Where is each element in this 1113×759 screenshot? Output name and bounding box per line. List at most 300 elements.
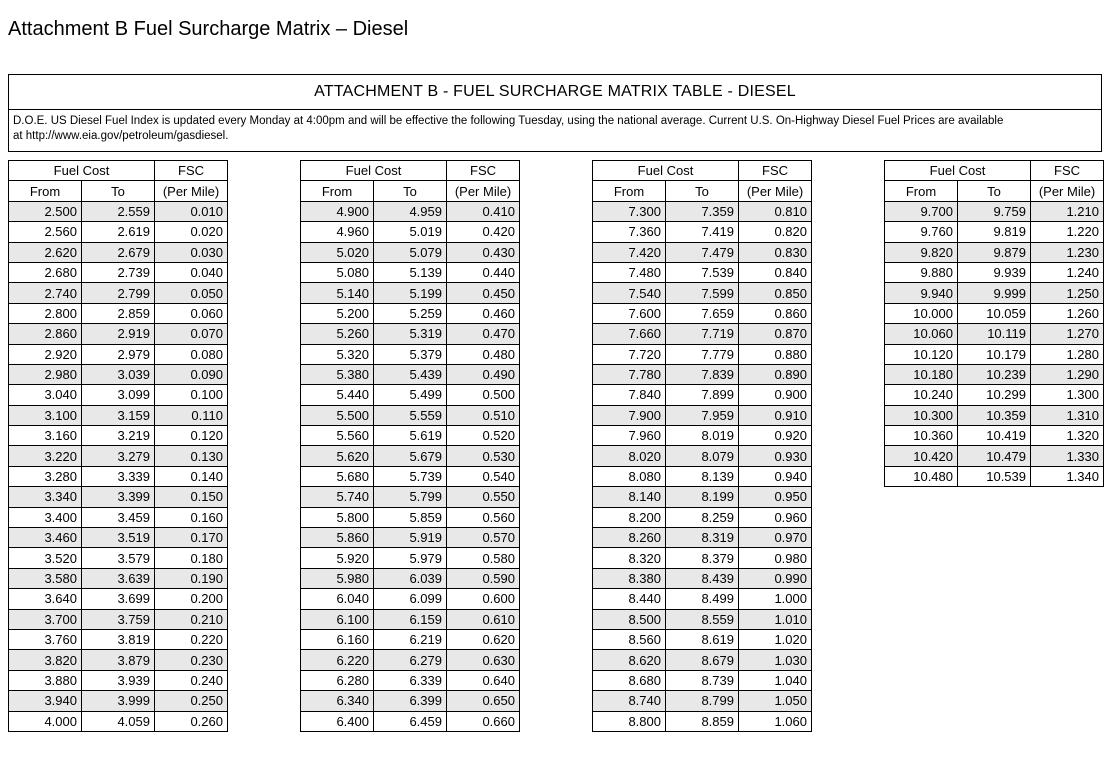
table-row xyxy=(593,364,812,384)
from-cell: 8.380 xyxy=(593,568,666,588)
from-cell: 8.320 xyxy=(593,548,666,568)
fsc-cell: 0.100 xyxy=(155,385,228,405)
to-cell: 8.619 xyxy=(666,629,739,649)
to-cell: 8.859 xyxy=(666,711,739,731)
fsc-cell: 1.250 xyxy=(1031,283,1104,303)
table-row xyxy=(885,324,1104,344)
from-cell: 9.820 xyxy=(885,242,958,262)
to-cell: 7.359 xyxy=(666,201,739,221)
to-header: To xyxy=(374,181,447,201)
fsc-cell: 0.990 xyxy=(739,568,812,588)
table-row xyxy=(9,609,228,629)
table-row xyxy=(301,670,520,690)
to-cell: 9.999 xyxy=(958,283,1031,303)
to-cell: 2.559 xyxy=(82,201,155,221)
table-row xyxy=(593,528,812,548)
from-cell: 8.800 xyxy=(593,711,666,731)
table-row xyxy=(301,385,520,405)
table-row xyxy=(9,589,228,609)
per-mile-header: (Per Mile) xyxy=(447,181,520,201)
to-cell: 6.399 xyxy=(374,691,447,711)
table-row xyxy=(885,283,1104,303)
fsc-table-2 xyxy=(300,160,520,732)
table-row xyxy=(301,364,520,384)
from-cell: 7.720 xyxy=(593,344,666,364)
table-row xyxy=(301,242,520,262)
from-cell: 7.960 xyxy=(593,426,666,446)
from-header: From xyxy=(301,181,374,201)
table-row xyxy=(885,262,1104,282)
to-cell: 8.799 xyxy=(666,691,739,711)
table-row xyxy=(593,466,812,486)
from-cell: 2.500 xyxy=(9,201,82,221)
fsc-cell: 1.280 xyxy=(1031,344,1104,364)
fsc-cell: 0.170 xyxy=(155,528,228,548)
page-title: Attachment B Fuel Surcharge Matrix – Diesel xyxy=(8,18,409,40)
to-cell: 9.819 xyxy=(958,222,1031,242)
subheader-row xyxy=(9,181,228,201)
from-cell: 3.640 xyxy=(9,589,82,609)
to-cell: 3.159 xyxy=(82,405,155,425)
table-row xyxy=(593,650,812,670)
fsc-cell: 1.240 xyxy=(1031,262,1104,282)
fsc-cell: 0.230 xyxy=(155,650,228,670)
fsc-cell: 0.830 xyxy=(739,242,812,262)
table-row xyxy=(593,446,812,466)
to-cell: 6.159 xyxy=(374,609,447,629)
header-row xyxy=(301,161,520,181)
table-row xyxy=(9,201,228,221)
to-cell: 3.039 xyxy=(82,364,155,384)
from-cell: 7.540 xyxy=(593,283,666,303)
fsc-cell: 0.430 xyxy=(447,242,520,262)
to-cell: 6.459 xyxy=(374,711,447,731)
from-cell: 5.080 xyxy=(301,262,374,282)
table-row xyxy=(9,466,228,486)
per-mile-header: (Per Mile) xyxy=(155,181,228,201)
table-row xyxy=(301,528,520,548)
fsc-cell: 1.060 xyxy=(739,711,812,731)
to-cell: 10.479 xyxy=(958,446,1031,466)
table-row xyxy=(9,364,228,384)
to-cell: 5.619 xyxy=(374,426,447,446)
from-cell: 7.660 xyxy=(593,324,666,344)
fsc-cell: 0.050 xyxy=(155,283,228,303)
per-mile-header: (Per Mile) xyxy=(1031,181,1104,201)
from-cell: 8.560 xyxy=(593,629,666,649)
fsc-cell: 1.230 xyxy=(1031,242,1104,262)
to-cell: 5.199 xyxy=(374,283,447,303)
to-cell: 10.539 xyxy=(958,466,1031,486)
to-cell: 8.739 xyxy=(666,670,739,690)
fsc-cell: 0.630 xyxy=(447,650,520,670)
fsc-cell: 1.050 xyxy=(739,691,812,711)
from-cell: 8.020 xyxy=(593,446,666,466)
fsc-cell: 0.080 xyxy=(155,344,228,364)
fsc-cell: 1.320 xyxy=(1031,426,1104,446)
table-row xyxy=(9,385,228,405)
to-cell: 8.679 xyxy=(666,650,739,670)
table-row xyxy=(301,711,520,731)
from-cell: 2.620 xyxy=(9,242,82,262)
banner-note-line-1: D.O.E. US Diesel Fuel Index is updated every Monday at 4:00pm and will be effective the following Tuesday, using the national average. Current U.S. On-Highway Diesel Fuel Prices are available xyxy=(13,115,1004,127)
table-row xyxy=(301,466,520,486)
fsc-cell: 0.640 xyxy=(447,670,520,690)
from-cell: 9.700 xyxy=(885,201,958,221)
to-cell: 2.859 xyxy=(82,303,155,323)
from-cell: 7.600 xyxy=(593,303,666,323)
fsc-cell: 1.300 xyxy=(1031,385,1104,405)
from-cell: 3.100 xyxy=(9,405,82,425)
to-cell: 3.459 xyxy=(82,507,155,527)
fsc-cell: 0.920 xyxy=(739,426,812,446)
to-cell: 10.299 xyxy=(958,385,1031,405)
table-row xyxy=(301,405,520,425)
fsc-cell: 0.030 xyxy=(155,242,228,262)
fsc-cell: 0.180 xyxy=(155,548,228,568)
table-row xyxy=(9,548,228,568)
table-row xyxy=(301,446,520,466)
from-cell: 5.800 xyxy=(301,507,374,527)
fsc-cell: 0.440 xyxy=(447,262,520,282)
table-row xyxy=(593,691,812,711)
from-cell: 10.060 xyxy=(885,324,958,344)
matrix-banner xyxy=(8,74,1102,152)
to-cell: 8.499 xyxy=(666,589,739,609)
fsc-cell: 1.040 xyxy=(739,670,812,690)
fsc-cell: 1.010 xyxy=(739,609,812,629)
fsc-cell: 0.960 xyxy=(739,507,812,527)
table-row xyxy=(301,609,520,629)
from-cell: 5.440 xyxy=(301,385,374,405)
fsc-cell: 0.130 xyxy=(155,446,228,466)
table-row xyxy=(885,242,1104,262)
to-cell: 3.879 xyxy=(82,650,155,670)
fsc-cell: 0.840 xyxy=(739,262,812,282)
table-row xyxy=(9,691,228,711)
table-row xyxy=(593,711,812,731)
table-row xyxy=(885,201,1104,221)
per-mile-header: (Per Mile) xyxy=(739,181,812,201)
from-cell: 5.260 xyxy=(301,324,374,344)
fsc-cell: 0.510 xyxy=(447,405,520,425)
fsc-cell: 0.650 xyxy=(447,691,520,711)
fsc-header: FSC xyxy=(447,161,520,181)
to-cell: 7.839 xyxy=(666,364,739,384)
subheader-row xyxy=(301,181,520,201)
fsc-cell: 0.210 xyxy=(155,609,228,629)
table-row xyxy=(885,344,1104,364)
fuel-cost-header: Fuel Cost xyxy=(885,161,1031,181)
fsc-cell: 1.290 xyxy=(1031,364,1104,384)
to-cell: 5.799 xyxy=(374,487,447,507)
to-cell: 5.019 xyxy=(374,222,447,242)
to-cell: 6.279 xyxy=(374,650,447,670)
fsc-cell: 0.590 xyxy=(447,568,520,588)
from-header: From xyxy=(9,181,82,201)
fsc-header: FSC xyxy=(1031,161,1104,181)
from-cell: 7.420 xyxy=(593,242,666,262)
to-cell: 7.959 xyxy=(666,405,739,425)
table-row xyxy=(593,405,812,425)
table-row xyxy=(593,222,812,242)
fsc-cell: 1.210 xyxy=(1031,201,1104,221)
fsc-cell: 0.570 xyxy=(447,528,520,548)
table-row xyxy=(301,650,520,670)
table-row xyxy=(9,650,228,670)
fsc-cell: 0.910 xyxy=(739,405,812,425)
fsc-cell: 0.450 xyxy=(447,283,520,303)
from-cell: 9.940 xyxy=(885,283,958,303)
to-cell: 3.579 xyxy=(82,548,155,568)
fsc-cell: 0.820 xyxy=(739,222,812,242)
from-cell: 2.680 xyxy=(9,262,82,282)
from-cell: 7.360 xyxy=(593,222,666,242)
fsc-header: FSC xyxy=(739,161,812,181)
from-cell: 6.160 xyxy=(301,629,374,649)
to-cell: 5.859 xyxy=(374,507,447,527)
table-row xyxy=(9,344,228,364)
from-cell: 6.400 xyxy=(301,711,374,731)
to-cell: 3.339 xyxy=(82,466,155,486)
table-row xyxy=(301,487,520,507)
fsc-cell: 0.940 xyxy=(739,466,812,486)
fsc-cell: 1.260 xyxy=(1031,303,1104,323)
fsc-table-1 xyxy=(8,160,228,732)
to-cell: 3.939 xyxy=(82,670,155,690)
from-cell: 4.960 xyxy=(301,222,374,242)
from-cell: 8.680 xyxy=(593,670,666,690)
from-header: From xyxy=(885,181,958,201)
fsc-header: FSC xyxy=(155,161,228,181)
from-header: From xyxy=(593,181,666,201)
from-cell: 5.140 xyxy=(301,283,374,303)
fsc-cell: 0.120 xyxy=(155,426,228,446)
from-cell: 6.040 xyxy=(301,589,374,609)
from-cell: 7.780 xyxy=(593,364,666,384)
to-cell: 3.639 xyxy=(82,568,155,588)
to-cell: 6.039 xyxy=(374,568,447,588)
to-cell: 4.059 xyxy=(82,711,155,731)
fsc-cell: 0.610 xyxy=(447,609,520,629)
from-cell: 8.740 xyxy=(593,691,666,711)
from-cell: 2.560 xyxy=(9,222,82,242)
from-cell: 5.320 xyxy=(301,344,374,364)
table-row xyxy=(9,446,228,466)
to-cell: 7.599 xyxy=(666,283,739,303)
fsc-cell: 1.020 xyxy=(739,629,812,649)
from-cell: 3.940 xyxy=(9,691,82,711)
to-cell: 5.979 xyxy=(374,548,447,568)
from-cell: 5.020 xyxy=(301,242,374,262)
fsc-cell: 0.060 xyxy=(155,303,228,323)
to-cell: 8.379 xyxy=(666,548,739,568)
from-cell: 8.440 xyxy=(593,589,666,609)
fsc-cell: 0.110 xyxy=(155,405,228,425)
fsc-cell: 0.950 xyxy=(739,487,812,507)
to-cell: 5.439 xyxy=(374,364,447,384)
table-row xyxy=(593,385,812,405)
fsc-cell: 0.870 xyxy=(739,324,812,344)
from-cell: 5.380 xyxy=(301,364,374,384)
table-row xyxy=(593,242,812,262)
from-cell: 2.800 xyxy=(9,303,82,323)
to-cell: 2.799 xyxy=(82,283,155,303)
to-cell: 5.919 xyxy=(374,528,447,548)
to-cell: 10.119 xyxy=(958,324,1031,344)
table-row xyxy=(301,548,520,568)
to-cell: 10.179 xyxy=(958,344,1031,364)
fsc-cell: 0.980 xyxy=(739,548,812,568)
to-cell: 7.419 xyxy=(666,222,739,242)
to-cell: 8.439 xyxy=(666,568,739,588)
table-row xyxy=(9,262,228,282)
from-cell: 2.740 xyxy=(9,283,82,303)
to-cell: 7.779 xyxy=(666,344,739,364)
to-cell: 9.939 xyxy=(958,262,1031,282)
from-cell: 3.520 xyxy=(9,548,82,568)
from-cell: 6.100 xyxy=(301,609,374,629)
from-cell: 3.760 xyxy=(9,629,82,649)
table-row xyxy=(593,344,812,364)
fsc-cell: 0.850 xyxy=(739,283,812,303)
table-row xyxy=(9,629,228,649)
from-cell: 6.280 xyxy=(301,670,374,690)
fsc-cell: 0.260 xyxy=(155,711,228,731)
from-cell: 3.040 xyxy=(9,385,82,405)
from-cell: 5.920 xyxy=(301,548,374,568)
to-cell: 8.139 xyxy=(666,466,739,486)
to-cell: 3.219 xyxy=(82,426,155,446)
to-cell: 3.519 xyxy=(82,528,155,548)
fsc-cell: 0.470 xyxy=(447,324,520,344)
fsc-cell: 0.410 xyxy=(447,201,520,221)
table-row xyxy=(885,446,1104,466)
to-cell: 3.099 xyxy=(82,385,155,405)
from-cell: 10.000 xyxy=(885,303,958,323)
fsc-cell: 0.500 xyxy=(447,385,520,405)
table-row xyxy=(9,242,228,262)
fsc-cell: 0.070 xyxy=(155,324,228,344)
to-cell: 7.899 xyxy=(666,385,739,405)
table-row xyxy=(9,324,228,344)
fuel-cost-header: Fuel Cost xyxy=(593,161,739,181)
from-cell: 3.220 xyxy=(9,446,82,466)
fsc-cell: 0.810 xyxy=(739,201,812,221)
table-row xyxy=(9,670,228,690)
fsc-cell: 1.220 xyxy=(1031,222,1104,242)
from-cell: 5.860 xyxy=(301,528,374,548)
from-cell: 3.820 xyxy=(9,650,82,670)
from-cell: 5.200 xyxy=(301,303,374,323)
from-cell: 2.980 xyxy=(9,364,82,384)
fsc-cell: 0.520 xyxy=(447,426,520,446)
table-row xyxy=(593,262,812,282)
table-row xyxy=(593,589,812,609)
from-cell: 10.240 xyxy=(885,385,958,405)
to-header: To xyxy=(82,181,155,201)
fsc-cell: 0.240 xyxy=(155,670,228,690)
fsc-cell: 0.970 xyxy=(739,528,812,548)
fsc-cell: 0.200 xyxy=(155,589,228,609)
fsc-cell: 1.270 xyxy=(1031,324,1104,344)
to-cell: 6.099 xyxy=(374,589,447,609)
fsc-cell: 0.010 xyxy=(155,201,228,221)
from-cell: 8.620 xyxy=(593,650,666,670)
table-row xyxy=(593,201,812,221)
from-cell: 8.200 xyxy=(593,507,666,527)
fsc-cell: 0.600 xyxy=(447,589,520,609)
fsc-cell: 0.090 xyxy=(155,364,228,384)
from-cell: 10.480 xyxy=(885,466,958,486)
table-row xyxy=(301,344,520,364)
table-row xyxy=(9,303,228,323)
fsc-cell: 1.000 xyxy=(739,589,812,609)
from-cell: 3.460 xyxy=(9,528,82,548)
table-row xyxy=(593,629,812,649)
from-cell: 3.580 xyxy=(9,568,82,588)
fsc-cell: 0.160 xyxy=(155,507,228,527)
to-cell: 3.279 xyxy=(82,446,155,466)
to-cell: 10.419 xyxy=(958,426,1031,446)
to-cell: 2.979 xyxy=(82,344,155,364)
table-row xyxy=(9,711,228,731)
table-row xyxy=(301,222,520,242)
to-cell: 3.399 xyxy=(82,487,155,507)
to-cell: 7.479 xyxy=(666,242,739,262)
from-cell: 6.340 xyxy=(301,691,374,711)
table-row xyxy=(593,426,812,446)
to-cell: 2.619 xyxy=(82,222,155,242)
table-row xyxy=(885,385,1104,405)
fsc-cell: 0.560 xyxy=(447,507,520,527)
to-cell: 8.319 xyxy=(666,528,739,548)
table-row xyxy=(593,487,812,507)
from-cell: 7.480 xyxy=(593,262,666,282)
from-cell: 10.300 xyxy=(885,405,958,425)
header-row xyxy=(593,161,812,181)
fsc-cell: 0.150 xyxy=(155,487,228,507)
table-row xyxy=(885,405,1104,425)
table-row xyxy=(593,303,812,323)
table-row xyxy=(301,691,520,711)
from-cell: 6.220 xyxy=(301,650,374,670)
from-cell: 5.560 xyxy=(301,426,374,446)
to-cell: 8.019 xyxy=(666,426,739,446)
table-row xyxy=(885,303,1104,323)
fsc-cell: 0.250 xyxy=(155,691,228,711)
from-cell: 8.500 xyxy=(593,609,666,629)
from-cell: 7.840 xyxy=(593,385,666,405)
from-cell: 3.400 xyxy=(9,507,82,527)
fsc-cell: 0.490 xyxy=(447,364,520,384)
table-row xyxy=(9,507,228,527)
table-row xyxy=(301,629,520,649)
fsc-cell: 0.040 xyxy=(155,262,228,282)
table-row xyxy=(301,507,520,527)
table-row xyxy=(593,507,812,527)
fuel-cost-header: Fuel Cost xyxy=(301,161,447,181)
table-row xyxy=(593,324,812,344)
fsc-cell: 0.900 xyxy=(739,385,812,405)
from-cell: 10.360 xyxy=(885,426,958,446)
to-cell: 3.699 xyxy=(82,589,155,609)
table-row xyxy=(593,283,812,303)
to-cell: 8.079 xyxy=(666,446,739,466)
fsc-cell: 0.480 xyxy=(447,344,520,364)
table-row xyxy=(301,201,520,221)
fsc-cell: 0.530 xyxy=(447,446,520,466)
